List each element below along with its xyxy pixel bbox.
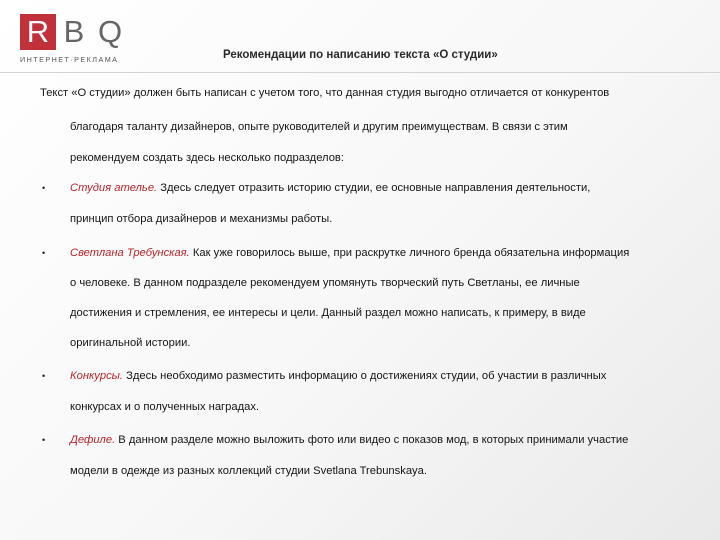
bullet-contests-term: Конкурсы.: [70, 370, 124, 382]
logo-letters: [20, 14, 128, 50]
bullet-marker: •: [42, 183, 46, 193]
logo-letter-b: B: [63, 14, 85, 49]
logo-tagline: ИНТЕРНЕТ·РЕКЛАМА: [20, 55, 119, 64]
bullet-marker: •: [42, 248, 46, 258]
bullet-svetlana-term: Светлана Требунская.: [70, 247, 190, 259]
bullet-defile-line-2: модели в одежде из разных коллекций студии Svetlana Trebunskaya.: [70, 465, 427, 477]
bullet-studio-text: Здесь следует отразить историю студии, ее основные направления деятельности,: [157, 182, 591, 194]
logo-letter-q: Q: [97, 14, 123, 49]
bullet-svetlana-line-1: [70, 246, 629, 260]
bullet-svetlana-line-4: оригинальной истории.: [70, 337, 191, 349]
intro-line-1: Текст «О студии» должен быть написан с учетом того, что данная студия выгодно отличается от конкурентов: [40, 87, 610, 99]
bullet-studio-line-2: принцип отбора дизайнеров и механизмы работы.: [70, 213, 333, 225]
bullet-contests-line-1: [70, 369, 606, 383]
intro-line-2: благодаря таланту дизайнеров, опыте руководителей и другим преимуществам. В связи с этим: [70, 121, 568, 133]
logo-letter-r: R: [20, 14, 56, 50]
bullet-contests-line-2: конкурсах и о полученных наградах.: [70, 401, 260, 413]
page-title: Рекомендации по написанию текста «О студии»: [223, 49, 498, 61]
bullet-svetlana-text: Как уже говорилось выше, при раскрутке личного бренда обязательна информация: [189, 247, 630, 259]
bullet-studio-term: Студия ателье.: [70, 182, 158, 194]
intro-line-3: рекомендуем создать здесь несколько подразделов:: [70, 152, 344, 164]
bullet-marker: •: [42, 435, 46, 445]
bullet-studio-line-1: [70, 181, 590, 195]
bullet-defile-term: Дефиле.: [70, 434, 116, 446]
title-divider: [0, 72, 720, 73]
bullet-defile-line-1: [70, 433, 628, 447]
bullet-contests-text: Здесь необходимо разместить информацию о достижениях студии, об участии в различных: [123, 370, 607, 382]
bullet-svetlana-line-3: достижения и стремления, ее интересы и цели. Данный раздел можно написать, к примеру, в виде: [70, 307, 586, 319]
bullet-svetlana-line-2: о человеке. В данном подразделе рекомендуем упомянуть творческий путь Светланы, ее личные: [70, 277, 580, 289]
bullet-defile-text: В данном разделе можно выложить фото или видео с показов мод, в которых принимали участие: [115, 434, 629, 446]
bullet-marker: •: [42, 371, 46, 381]
